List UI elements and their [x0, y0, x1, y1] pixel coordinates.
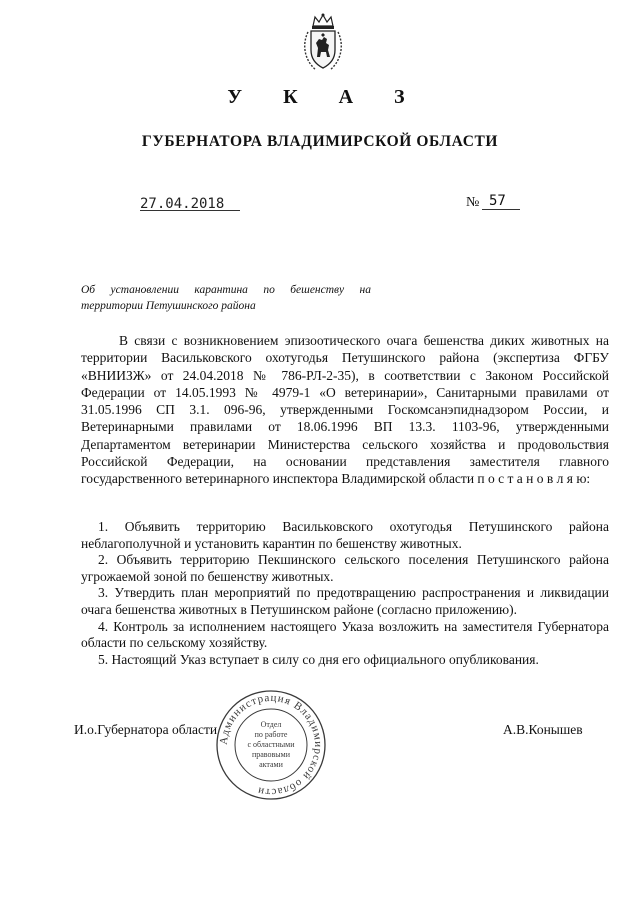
- decree-item: 1. Объявить территорию Васильковского охотугодья Петушинского района неблагополучной и установить карантин по бешенству животных.: [81, 519, 609, 551]
- decree-item: 5. Настоящий Указ вступает в силу со дня его официального опубликования.: [98, 651, 539, 667]
- svg-text:по работе: по работе: [254, 730, 288, 739]
- document-date: 27.04.2018: [140, 196, 225, 212]
- date-underline: [140, 210, 240, 211]
- decree-item: 2. Объявить территорию Пекшинского сельского поселения Петушинского района угрожаемой зоной по бешенству животных.: [81, 552, 609, 584]
- document-number: 57: [489, 193, 506, 209]
- coat-of-arms-icon: [300, 12, 346, 74]
- document-subtitle: ГУБЕРНАТОРА ВЛАДИМИРСКОЙ ОБЛАСТИ: [141, 133, 499, 150]
- signer-name: А.В.Конышев: [503, 722, 583, 737]
- decree-item: 4. Контроль за исполнением настоящего Указа возложить на заместителя Губернатора области по сельскому хозяйству.: [81, 618, 609, 651]
- preamble-block: [81, 332, 609, 488]
- official-stamp: [214, 688, 328, 802]
- svg-text:актами: актами: [259, 760, 283, 769]
- svg-text:с областными: с областными: [247, 740, 295, 749]
- svg-text:правовыми: правовыми: [251, 750, 291, 759]
- decree-item: 3. Утвердить план мероприятий по предотвращению распространения и ликвидации очага бешенства животных в Петушинском районе (согласно приложению).: [81, 585, 609, 617]
- document-subject: Об установлении карантина по бешенству на территории Петушинского района: [81, 284, 371, 312]
- number-label: №: [466, 195, 480, 210]
- preamble-paragraph: В связи с возникновением эпизоотического очага бешенства диких животных на территории Васильковского охотугодья Петушинского района (экспертиза ФГБУ «ВНИИЗЖ» от 24.04.2018 № 786-РЛ-2-35), в соответствии с Законом Российской Федерации от 14.05.1993 № 4979-1 «О ветеринарии», Санитарными правилами от 31.05.1996 СП 3.1. 096-96, утвержденными Госкомсанэпиднадзором России, и Ветеринарными правилами от 18.06.1996 ВП 13.3. 1103-96, утвержденными Департаментом ветеринарии Министерства сельского хозяйства и продовольствия Российской Федерации, на основании представления заместителя главного государственного ветеринарного инспектора Владимирской области п о с т а н о в л я ю:: [81, 333, 609, 487]
- signer-title: И.о.Губернатора области: [74, 722, 218, 737]
- decree-items: [81, 519, 609, 668]
- svg-text:Администрация Владимирской обл: Администрация Владимирской области: [217, 691, 325, 799]
- number-underline: [482, 209, 520, 210]
- document-title: У К А З: [227, 86, 423, 108]
- svg-text:Отдел: Отдел: [260, 720, 282, 729]
